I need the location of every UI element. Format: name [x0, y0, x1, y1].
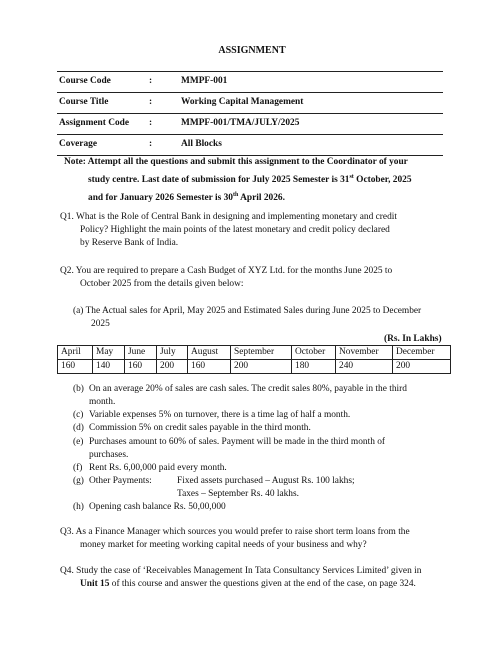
question-line: Q2. You are required to prepare a Cash Budget of XYZ Ltd. for the months June 2025 to	[60, 266, 393, 276]
month-cell: August	[188, 346, 231, 360]
list-item	[73, 436, 455, 449]
unit-ref: Unit 15	[80, 579, 110, 590]
course-title-row	[57, 93, 443, 114]
item-label: (e)	[73, 436, 84, 447]
question-line: Q3. As a Finance Manager which sources you would prefer to raise short term loans from the	[60, 527, 410, 537]
item-text: Purchases amount to 60% of sales. Payment will be made in the third month of	[89, 436, 386, 447]
item-label: (g)	[73, 476, 84, 487]
item-label: (h)	[73, 502, 84, 513]
question-line: October 2025 from the details given below:	[80, 279, 244, 290]
submission-note	[64, 153, 452, 207]
list-item	[73, 475, 455, 488]
item-text: Variable expenses 5% on turnover, there is a time lag of half a month.	[89, 410, 351, 421]
question-2	[60, 265, 450, 291]
item-label: (c)	[73, 410, 84, 421]
note-sup: st	[349, 173, 354, 180]
info-key: Coverage	[59, 139, 98, 150]
item-text: Commission 5% on credit sales payable in the third month.	[89, 423, 311, 434]
note-line	[64, 189, 452, 207]
page-title: ASSIGNMENT	[218, 45, 286, 56]
question-4	[60, 565, 450, 591]
item-text: Rent Rs. 6,00,000 paid every month.	[89, 462, 227, 473]
question-line: 2025	[91, 319, 110, 330]
list-item	[73, 462, 455, 475]
question-line: money market for meeting working capital needs of your business and why?	[80, 540, 367, 551]
sales-cell: 200	[393, 360, 451, 374]
info-key: Assignment Code	[59, 118, 130, 129]
item-text: purchases.	[89, 449, 129, 460]
sales-cell: 200	[157, 360, 188, 374]
info-value: All Blocks	[181, 139, 222, 150]
month-cell: May	[93, 346, 125, 360]
month-cell: November	[336, 346, 393, 360]
info-value: MMPF-001	[181, 76, 228, 87]
list-item	[73, 501, 455, 514]
question-line: Policy? Highlight the main points of the latest monetary and credit policy declared	[80, 225, 390, 236]
note-text: study centre. Last date of submission for July 2025 Semester is 31	[88, 175, 350, 185]
item-text: Fixed assets purchased – August Rs. 100 lakhs;	[177, 476, 355, 487]
note-text: October, 2025	[353, 175, 412, 185]
question-line: by Reserve Bank of India.	[80, 238, 179, 249]
question-line: (a) The Actual sales for April, May 2025 and Estimated Sales during June 2025 to December	[73, 306, 422, 316]
month-cell: October	[292, 346, 336, 360]
info-sep: :	[149, 139, 153, 150]
info-sep: :	[149, 97, 153, 108]
month-cell: April	[58, 346, 93, 360]
question-1	[60, 211, 450, 250]
item-text: On an average 20% of sales are cash sales. The credit sales 80%, payable in the third	[89, 384, 407, 394]
question-line: Q4. Study the case of ‘Receivables Management In Tata Consultancy Services Limited’ given in	[60, 566, 422, 576]
info-sep: :	[149, 118, 153, 129]
sales-table	[57, 345, 451, 374]
month-cell: July	[157, 346, 188, 360]
course-info-table	[57, 71, 443, 156]
sales-cell: 140	[93, 360, 125, 374]
info-value: Working Capital Management	[181, 97, 304, 108]
note-text: April 2026.	[238, 193, 285, 203]
item-text: Opening cash balance Rs. 50,00,000	[89, 502, 226, 513]
question-2a	[73, 305, 453, 331]
sales-cell: 160	[58, 360, 93, 374]
sales-cell: 160	[188, 360, 231, 374]
unit-label: (Rs. In Lakhs)	[384, 334, 442, 344]
question-line	[60, 578, 450, 591]
item-text: month.	[89, 397, 116, 408]
list-item	[73, 422, 455, 435]
item-text: Taxes – September Rs. 40 lakhs.	[177, 489, 299, 500]
info-sep: :	[149, 76, 153, 87]
sales-header-row	[58, 346, 451, 360]
question-text: of this course and answer the questions given at the end of the case, on page 324.	[109, 579, 416, 590]
sales-cell: 240	[336, 360, 393, 374]
info-value: MMPF-001/TMA/JULY/2025	[181, 118, 300, 129]
note-line	[64, 171, 452, 189]
info-key: Course Code	[59, 76, 111, 87]
sales-cell: 200	[231, 360, 292, 374]
assignment-code-row	[57, 114, 443, 135]
sales-cell: 180	[292, 360, 336, 374]
note-line: Note: Attempt all the questions and submit this assignment to the Coordinator of your	[64, 157, 408, 167]
item-label: (f)	[73, 462, 83, 473]
item-text: Other Payments:	[89, 476, 152, 487]
sales-cell: 160	[125, 360, 157, 374]
note-sup: th	[232, 191, 239, 198]
question-2-items	[73, 383, 455, 515]
info-key: Course Title	[59, 97, 109, 108]
month-cell: June	[125, 346, 157, 360]
question-3	[60, 526, 450, 552]
month-cell: December	[393, 346, 451, 360]
month-cell: September	[231, 346, 292, 360]
list-item	[73, 383, 455, 396]
course-code-row	[57, 72, 443, 93]
note-text: and for January 2026 Semester is 30	[88, 193, 233, 203]
item-label: (b)	[73, 384, 84, 394]
sales-value-row	[58, 360, 451, 374]
list-item	[73, 409, 455, 422]
item-label: (d)	[73, 423, 84, 434]
question-line: Q1. What is the Role of Central Bank in designing and implementing monetary and credit	[60, 212, 397, 222]
